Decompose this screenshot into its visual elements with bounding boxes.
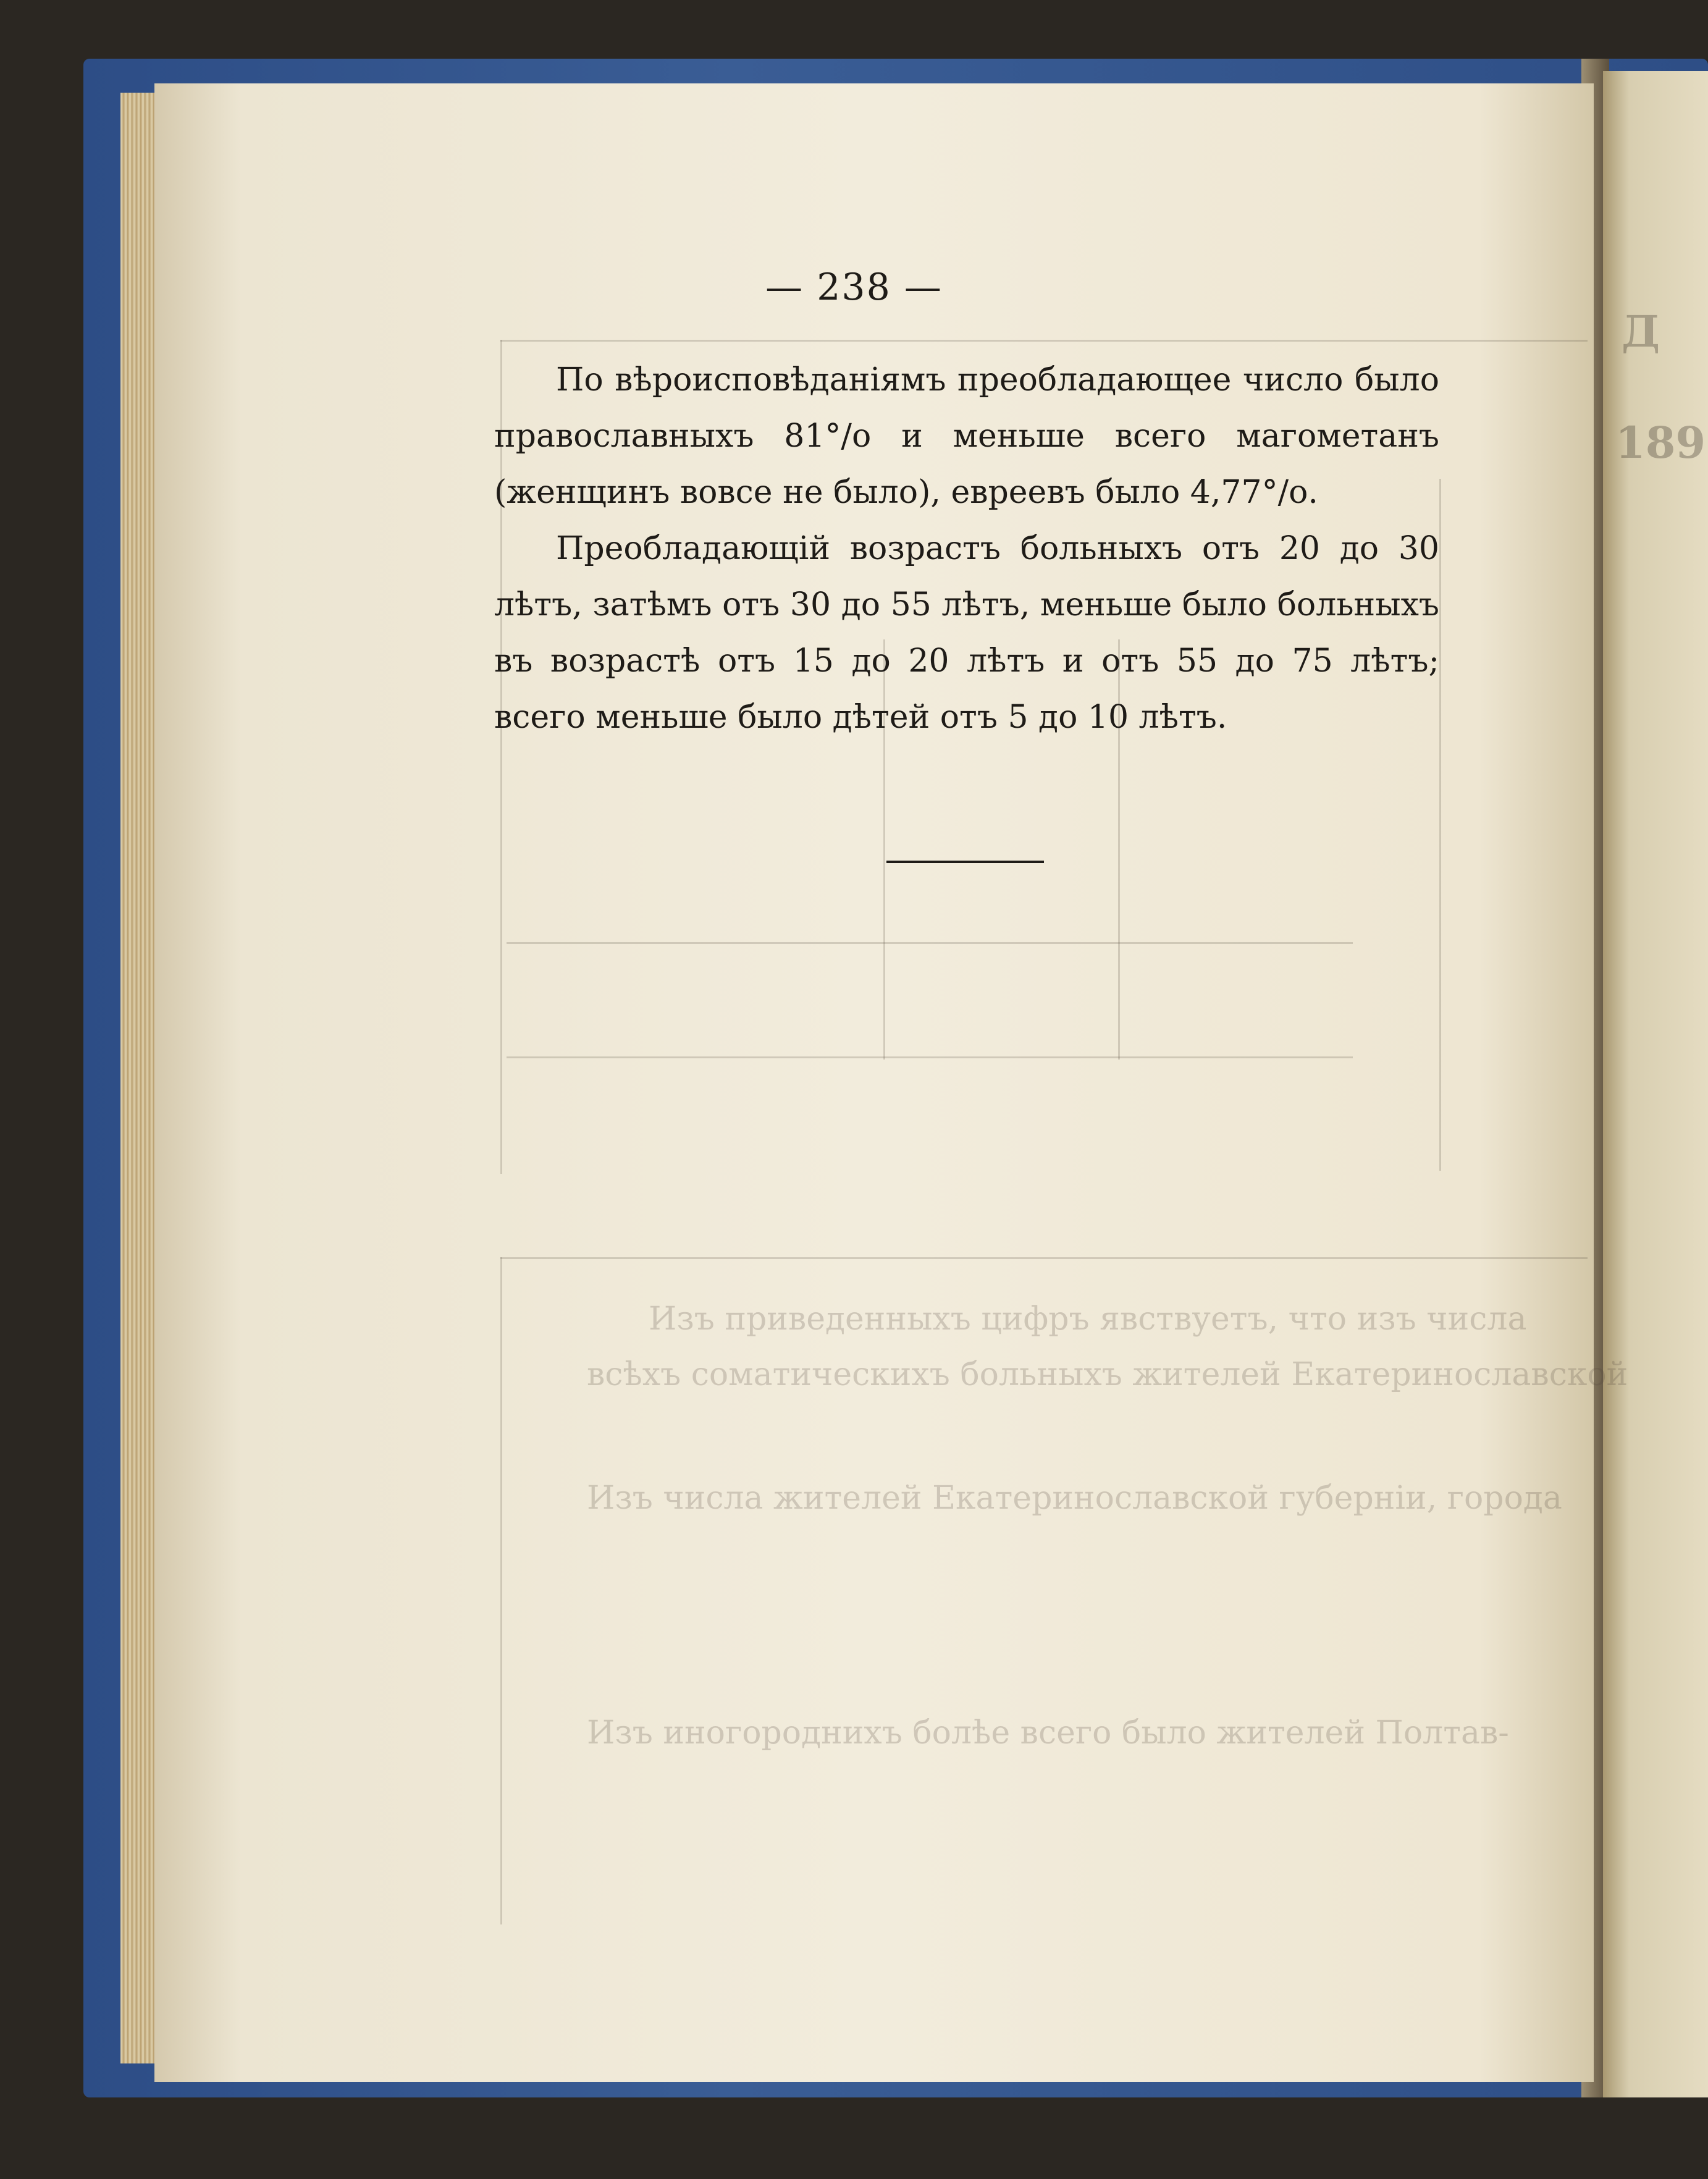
paragraph-religion: По вѣроисповѣданіямъ преобладающее число было православныхъ 81°/о и меньше всего магометанъ (женщинъ вовсе не было), евреевъ было 4,77°/о. — [494, 361, 1439, 511]
section-rule — [886, 861, 1044, 863]
page-number: — 238 — — [765, 266, 943, 309]
book-page: Изъ приведенныхъ цифръ явствуетъ, что изъ числа всѣхъ соматическихъ больныхъ жителей Екатеринославской Изъ числа жителей Екатеринославской губерніи, города Изъ иногороднихъ болѣе всего было жителей Полтав- — [154, 83, 1594, 2082]
adjacent-page: Д 189 — [1603, 71, 1708, 2097]
paragraph-age: Преобладающій возрастъ больныхъ отъ 20 до 30 лѣтъ, затѣмъ отъ 30 до 55 лѣтъ, меньше было больныхъ въ возрастѣ отъ 15 до 20 лѣтъ и отъ 55 до 75 лѣтъ; всего меньше было дѣтей отъ 5 до 10 лѣтъ. — [494, 530, 1439, 736]
body-text — [494, 352, 1439, 746]
